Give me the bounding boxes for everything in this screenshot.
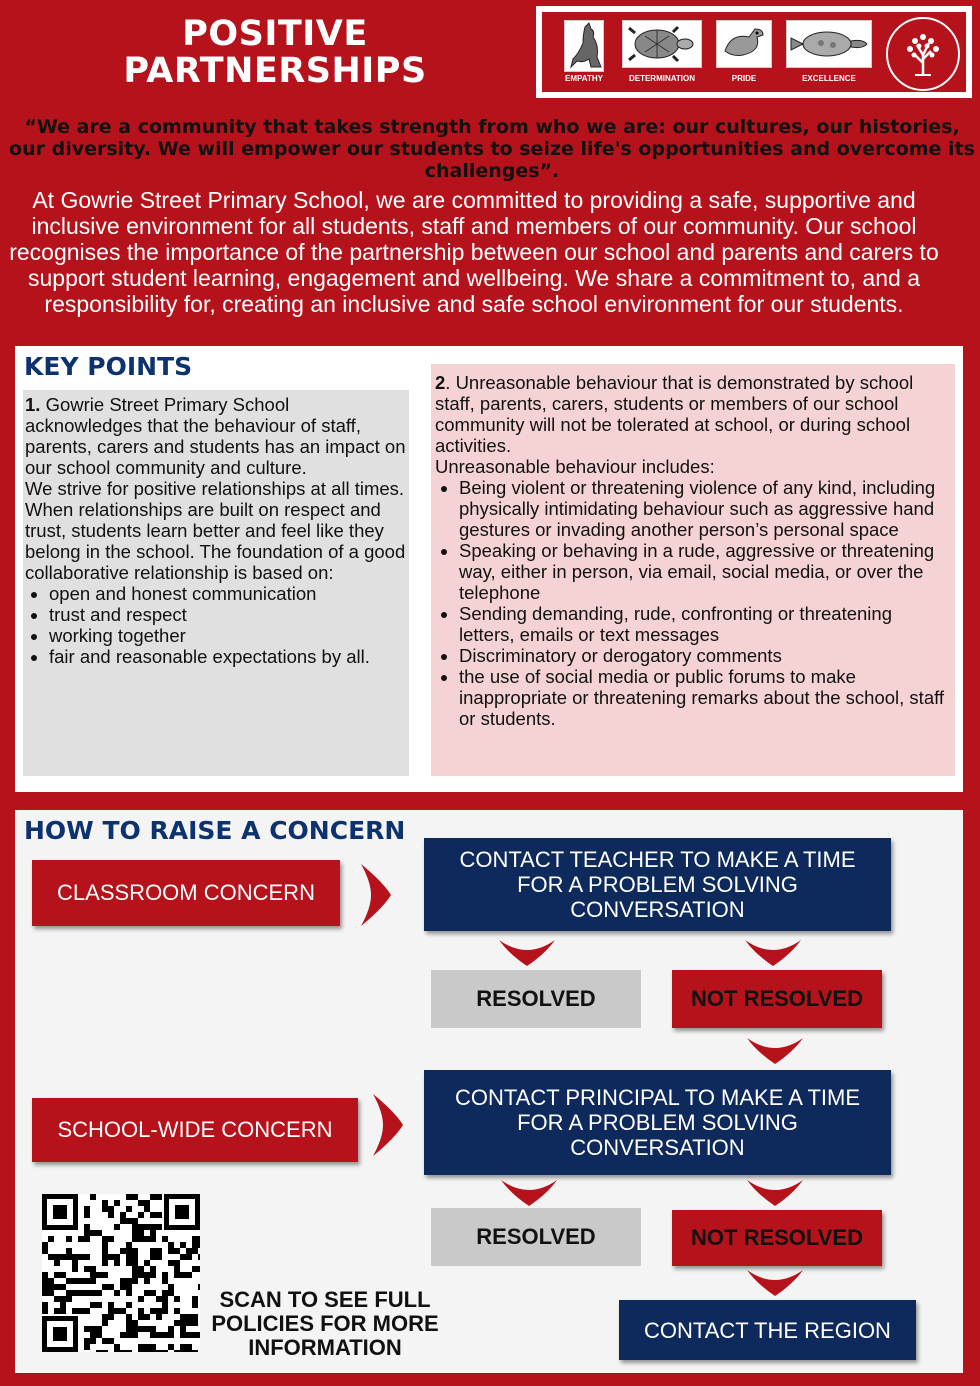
kangaroo-icon xyxy=(564,20,604,72)
value-label: EXCELLENCE xyxy=(802,74,856,83)
contact-teacher-box xyxy=(424,838,891,931)
classroom-concern-box: CLASSROOM CONCERN xyxy=(32,860,340,926)
list-item: • open and honest communication xyxy=(49,583,407,604)
value-excellence xyxy=(786,20,872,83)
point-text: We strive for positive relationships at all times. When relationships are built on respect and trust, students learn better and feel like they belong in the school. The foundation of a good collaborative relationship is based on: xyxy=(25,478,406,583)
chevron-down-icon xyxy=(745,1178,805,1208)
chevron-down-icon xyxy=(497,938,557,968)
key-points-panel xyxy=(15,346,963,792)
title-line-1: POSITIVE xyxy=(182,14,368,54)
resolved-box-2: RESOLVED xyxy=(431,1208,641,1266)
school-tree-emblem-icon xyxy=(886,17,960,91)
value-label: DETERMINATION xyxy=(628,74,696,83)
chevron-right-icon xyxy=(355,860,405,930)
list-item: • Sending demanding, rude, confronting or threatening letters, emails or text messages xyxy=(459,603,951,645)
contact-region-box: CONTACT THE REGION xyxy=(619,1300,916,1360)
page-title xyxy=(90,16,460,90)
not-resolved-box-1: NOT RESOLVED xyxy=(672,970,882,1028)
school-wide-concern-box: SCHOOL-WIDE CONCERN xyxy=(32,1098,358,1162)
list-item: • fair and reasonable expectations by all. xyxy=(49,646,407,667)
raise-concern-panel xyxy=(15,810,963,1373)
list-item: • Speaking or behaving in a rude, aggressive or threatening way, either in person, via email, social media, or over the telephone xyxy=(459,540,951,603)
list-item: • Being violent or threatening violence of any kind, including physically intimidating behaviour such as aggressive hand gestures or invading another person’s personal space xyxy=(459,477,951,540)
value-determination xyxy=(622,20,702,83)
title-line-2: PARTNERSHIPS xyxy=(123,51,427,91)
point-text: Gowrie Street Primary School acknowledges that the behaviour of staff, parents, carers and students has an impact on our school community and culture. xyxy=(25,394,406,478)
not-resolved-box-2: NOT RESOLVED xyxy=(672,1210,882,1266)
turtle-icon xyxy=(622,20,702,68)
qr-code-icon[interactable] xyxy=(42,1194,200,1352)
bullet-list xyxy=(25,583,407,667)
point-text: . Unreasonable behaviour that is demonstrated by school staff, parents, carers, students or members of our school community will not be tolerated at school, or during school activities. xyxy=(435,372,914,456)
contact-teacher-text: CONTACT TEACHER TO MAKE A TIME FOR A PROBLEM SOLVING CONVERSATION xyxy=(459,847,856,922)
raise-concern-title: HOW TO RAISE A CONCERN xyxy=(24,816,406,845)
school-motto-quote: “We are a community that takes strength from who we are: our cultures, our histories, our diversity. We will empower our students to seize life's opportunities and overcome its challenges”. xyxy=(9,116,975,182)
value-empathy xyxy=(564,20,604,83)
bird-icon xyxy=(716,20,772,68)
platypus-icon xyxy=(786,20,872,68)
school-values-banner xyxy=(536,6,972,98)
point-text: Unreasonable behaviour includes: xyxy=(435,456,715,477)
chevron-down-icon xyxy=(745,1036,805,1066)
chevron-right-icon xyxy=(367,1090,417,1160)
list-item: • trust and respect xyxy=(49,604,407,625)
point-number: 1. xyxy=(25,394,41,415)
point-number: 2 xyxy=(435,372,446,393)
bullet-list xyxy=(435,477,951,729)
intro-paragraph: At Gowrie Street Primary School, we are committed to providing a safe, supportive and inclusive environment for all students, staff and members of our community. Our school recognises the importance of the partnership between our school and parents and carers to support student learning, engagement and wellbeing. We share a commitment to, and a responsibility for, creating an inclusive and safe school environment for our students. xyxy=(9,187,939,317)
contact-principal-text: CONTACT PRINCIPAL TO MAKE A TIME FOR A PROBLEM SOLVING CONVERSATION xyxy=(454,1085,861,1160)
value-label: PRIDE xyxy=(731,74,757,83)
key-points-title: KEY POINTS xyxy=(24,352,193,381)
list-item: • the use of social media or public forums to make inappropriate or threatening remarks about the school, staff or students. xyxy=(459,666,951,729)
chevron-down-icon xyxy=(743,938,803,968)
scan-qr-caption: SCAN TO SEE FULL POLICIES FOR MORE INFORMATION xyxy=(211,1287,439,1360)
resolved-box-1: RESOLVED xyxy=(431,970,641,1028)
value-pride xyxy=(716,20,772,83)
contact-principal-box xyxy=(424,1070,891,1175)
chevron-down-icon xyxy=(745,1268,805,1298)
value-label: EMPATHY xyxy=(565,74,603,83)
key-point-1 xyxy=(23,390,409,776)
list-item: • working together xyxy=(49,625,407,646)
key-point-2 xyxy=(431,364,955,776)
list-item: • Discriminatory or derogatory comments xyxy=(459,645,951,666)
chevron-down-icon xyxy=(499,1178,559,1208)
